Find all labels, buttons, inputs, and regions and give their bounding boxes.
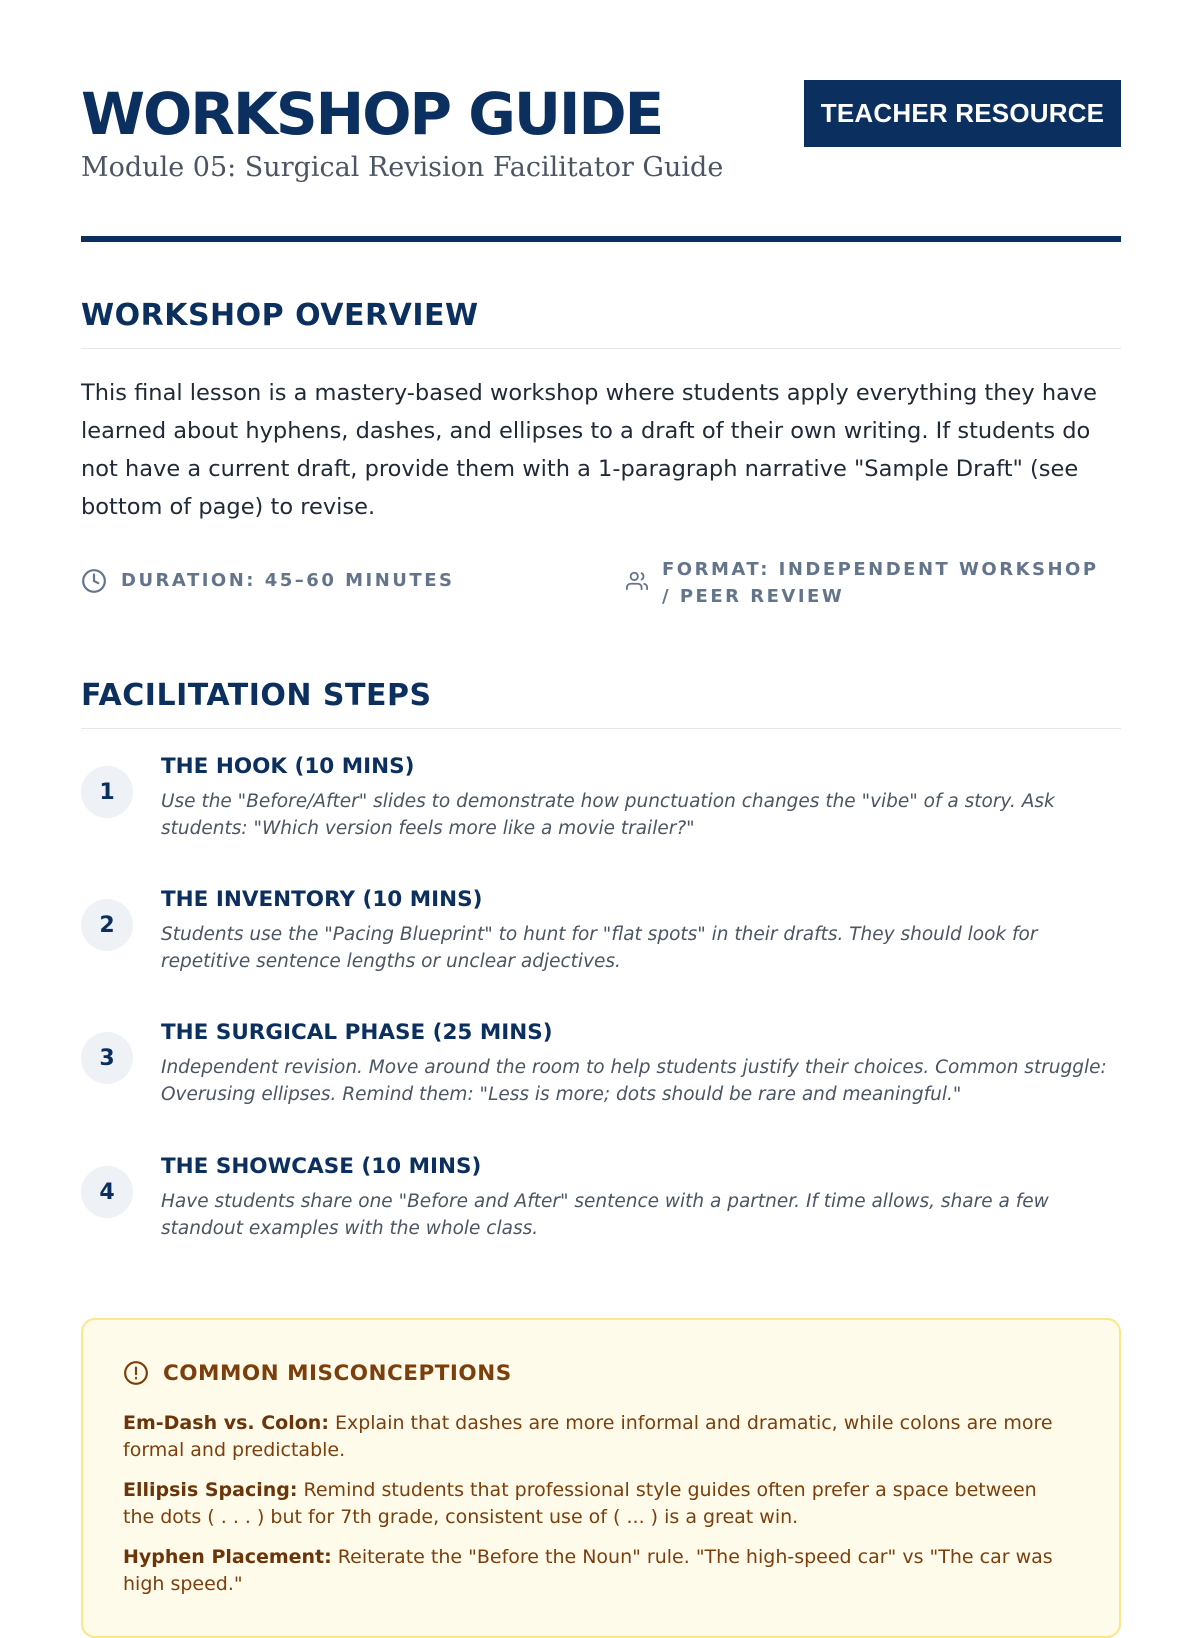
meta-row xyxy=(81,556,1121,616)
misconception-text: Reiterate the "Before the Noun" rule. "The high-speed car" vs "The car was high speed." xyxy=(123,1546,1053,1595)
misconception-term: Ellipsis Spacing: xyxy=(123,1479,298,1501)
page-subtitle: Module 05: Surgical Revision Facilitator Guide xyxy=(81,152,724,183)
misconception-term: Em-Dash vs. Colon: xyxy=(123,1412,329,1434)
teacher-resource-badge: TEACHER RESOURCE xyxy=(804,80,1121,147)
misconception-item xyxy=(123,1477,1073,1531)
overview-heading: WORKSHOP OVERVIEW xyxy=(81,296,1121,349)
duration-meta xyxy=(81,567,454,594)
misconceptions-callout xyxy=(81,1318,1121,1638)
misconceptions-heading-row xyxy=(123,1360,512,1386)
steps-heading: FACILITATION STEPS xyxy=(81,676,1121,729)
header xyxy=(81,0,1121,242)
misconception-text: Remind students that professional style guides often prefer a space between the dots ( . . . ) but for 7th grade, consistent use of ( ... ) is a great win. xyxy=(123,1479,1037,1528)
misconceptions-heading: COMMON MISCONCEPTIONS xyxy=(163,1360,512,1386)
clock-icon xyxy=(81,568,107,594)
page-title: WORKSHOP GUIDE xyxy=(81,80,663,148)
step-title: THE SURGICAL PHASE (25 MINS) xyxy=(161,1020,553,1045)
format-meta xyxy=(626,556,1106,610)
step-title: THE INVENTORY (10 MINS) xyxy=(161,887,483,912)
format-text: FORMAT: INDEPENDENT WORKSHOP / PEER REVIEW xyxy=(662,559,1099,607)
step-description: Use the "Before/After" slides to demonstrate how punctuation changes the "vibe" of a story. Ask students: "Which version feels more like a movie trailer?" xyxy=(161,791,1055,839)
step-number: 2 xyxy=(81,899,133,951)
step-number: 1 xyxy=(81,766,133,818)
duration-text: DURATION: 45–60 MINUTES xyxy=(121,570,455,591)
step-description: Have students share one "Before and After" sentence with a partner. If time allows, share a few standout examples with the whole class. xyxy=(161,1191,1049,1239)
step-number: 4 xyxy=(81,1166,133,1218)
users-icon xyxy=(626,570,648,592)
step-description: Students use the "Pacing Blueprint" to hunt for "flat spots" in their drafts. They should look for repetitive sentence lengths or unclear adjectives. xyxy=(161,924,1038,972)
misconception-item xyxy=(123,1410,1073,1464)
misconception-item xyxy=(123,1544,1073,1598)
step-number: 3 xyxy=(81,1032,133,1084)
document xyxy=(81,0,1121,1595)
misconception-text: Explain that dashes are more informal and dramatic, while colons are more formal and predictable. xyxy=(123,1412,1053,1461)
overview-text: This final lesson is a mastery-based workshop where students apply everything they have learned about hyphens, dashes, and ellipses to a draft of their own writing. If students do not have a current draft, provide them with a 1-paragraph narrative "Sample Draft" (see bottom of page) to revise. xyxy=(81,380,1098,520)
misconception-term: Hyphen Placement: xyxy=(123,1546,332,1568)
alert-circle-icon xyxy=(123,1360,149,1386)
step-title: THE HOOK (10 MINS) xyxy=(161,754,415,779)
step-title: THE SHOWCASE (10 MINS) xyxy=(161,1154,482,1179)
step-description: Independent revision. Move around the room to help students justify their choices. Common struggle: Overusing ellipses. Remind them: "Less is more; dots should be rare and meaningful." xyxy=(161,1057,1107,1105)
